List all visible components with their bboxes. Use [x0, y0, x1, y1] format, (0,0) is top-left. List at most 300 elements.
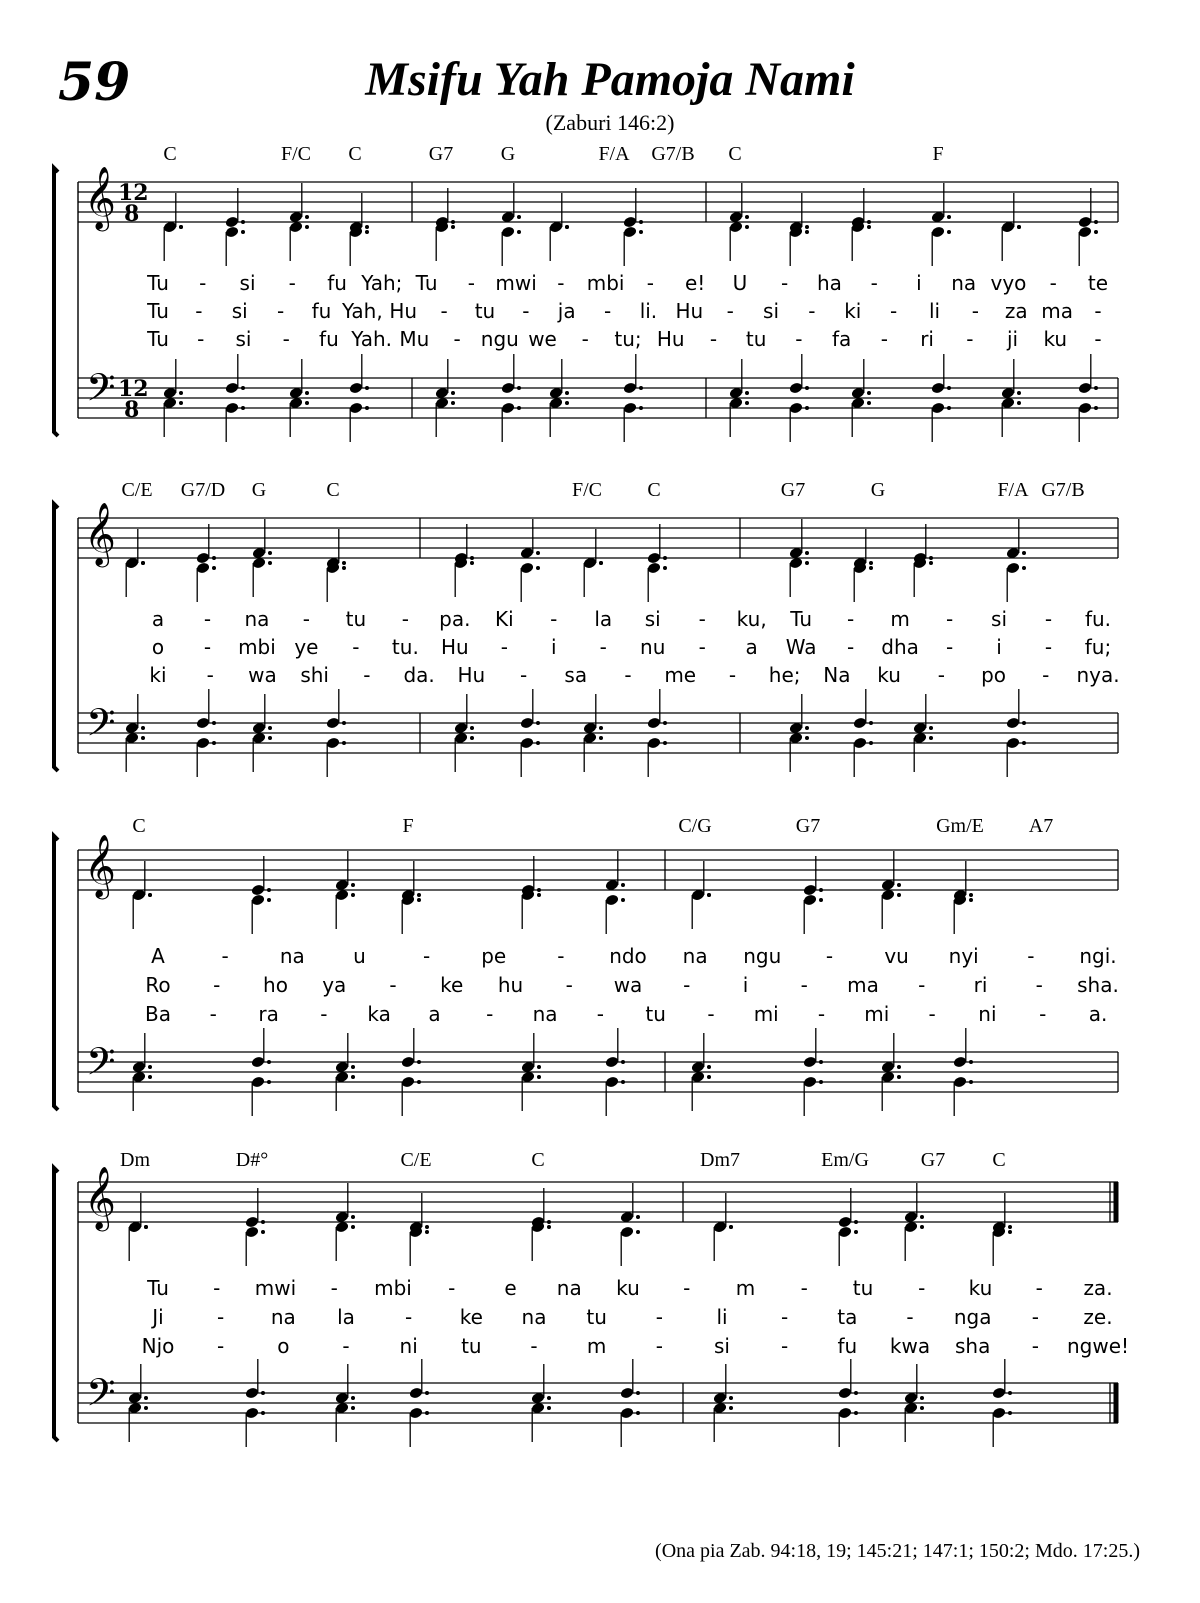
lyric-hyphen: -	[401, 607, 409, 631]
chord-symbol: Gm/E	[936, 815, 984, 837]
chord-symbol: C	[728, 143, 742, 165]
treble-lower-note	[1006, 562, 1026, 602]
treble-note	[904, 1183, 924, 1223]
bass-note	[326, 689, 346, 729]
dot	[636, 1411, 640, 1415]
dot	[536, 551, 540, 555]
lyric-syllable: ngu	[480, 327, 519, 351]
dot	[920, 1215, 924, 1219]
dot	[144, 1406, 148, 1410]
treble-lower-note	[713, 1221, 733, 1261]
lyric-syllable: tu	[645, 1002, 666, 1026]
lyric-syllable: ku	[968, 1276, 993, 1300]
treble-lower-note	[1078, 226, 1098, 266]
lyric-syllable: a	[428, 1002, 441, 1026]
bass-lower-note	[623, 402, 643, 442]
dot	[212, 566, 216, 570]
lyric-hyphen: -	[440, 299, 448, 323]
lyric-syllable: si	[991, 607, 1008, 631]
dot	[663, 556, 667, 560]
bass-note	[1001, 359, 1021, 399]
lyric-hyphen: -	[966, 327, 974, 351]
lyric-syllable: we	[528, 327, 557, 351]
lyric-syllable: te	[1087, 271, 1109, 295]
dot	[1008, 1391, 1012, 1395]
lyric-syllable: Tu	[147, 327, 169, 351]
dot	[929, 556, 933, 560]
dot	[179, 391, 183, 395]
hymn-title: Msifu Yah Pamoja Nami	[365, 53, 855, 106]
dot	[663, 721, 667, 725]
treble-lower-note	[132, 889, 152, 929]
treble-note	[335, 851, 355, 891]
lyric-syllable: ri	[920, 327, 934, 351]
lyric-syllable: wa	[248, 663, 277, 687]
treble-lower-note	[289, 221, 309, 261]
lyric-syllable: ha	[816, 271, 842, 295]
dot	[805, 561, 809, 565]
bass-note	[853, 689, 873, 729]
dot	[745, 391, 749, 395]
chord-symbol: G7	[428, 143, 454, 165]
chord-symbol: Em/G	[821, 1149, 869, 1171]
chord-symbol: C	[163, 143, 177, 165]
lyric-hyphen: -	[389, 973, 397, 997]
lyric-hyphen: -	[707, 1002, 715, 1026]
system-bracket	[54, 1168, 58, 1441]
treble-staff	[78, 182, 1118, 222]
lyric-syllable: kwa	[889, 1334, 931, 1358]
treble-note	[520, 519, 540, 559]
bass-lower-note	[881, 1071, 901, 1111]
lyric-syllable: Na	[823, 663, 851, 687]
dot	[920, 1406, 924, 1410]
lyric-syllable: tu	[461, 1334, 482, 1358]
dot	[867, 401, 871, 405]
bass-note	[881, 1033, 901, 1073]
treble-lower-note	[913, 557, 933, 597]
bass-lower-note	[335, 1071, 355, 1111]
dot	[929, 561, 933, 565]
dot	[1017, 225, 1021, 229]
treble-lower-note	[881, 889, 901, 929]
lyric-hyphen: -	[781, 271, 789, 295]
lyric-syllable: Tu	[415, 271, 438, 295]
dot	[969, 898, 973, 902]
lyric-hyphen: -	[320, 1002, 328, 1026]
dot	[141, 561, 145, 565]
lyric-syllable: fu;	[1084, 635, 1112, 659]
bass-lower-note	[196, 737, 216, 777]
lyric-syllable: Ki	[494, 607, 514, 631]
dot	[451, 225, 455, 229]
dot	[621, 883, 625, 887]
lyric-hyphen: -	[906, 1305, 914, 1329]
dot	[351, 883, 355, 887]
dot	[869, 741, 873, 745]
dot	[241, 406, 245, 410]
lyric-syllable: na	[244, 607, 270, 631]
dot	[1022, 566, 1026, 570]
lyric-hyphen: -	[880, 327, 888, 351]
dot	[1008, 1411, 1012, 1415]
bass-note	[409, 1359, 429, 1399]
treble-lower-note	[789, 226, 809, 266]
treble-note	[853, 529, 873, 569]
lyric-syllable: na	[682, 944, 708, 968]
lyric-hyphen: -	[448, 1276, 456, 1300]
footer-references: (Ona pia Zab. 94:18, 19; 145:21; 147:1; 150:2; Mdo. 17:25.)	[655, 1540, 1140, 1562]
lyric-syllable: ku	[1043, 327, 1068, 351]
treble-clef-icon: 𝄞	[84, 834, 116, 897]
system-bracket	[54, 504, 58, 771]
chord-symbol: Dm7	[700, 1149, 740, 1171]
dot	[636, 1391, 640, 1395]
chord-symbol: G7	[795, 815, 821, 837]
lyric-syllable: ngi.	[1079, 944, 1117, 968]
bass-lower-note	[549, 397, 569, 437]
lyric-syllable: Hu	[457, 663, 486, 687]
lyric-hyphen: -	[213, 973, 221, 997]
bass-note	[289, 359, 309, 399]
bass-lower-note	[838, 1407, 858, 1447]
dot	[599, 736, 603, 740]
dot	[636, 1215, 640, 1219]
lyric-hyphen: -	[971, 299, 980, 323]
lyric-hyphen: -	[209, 1002, 217, 1026]
lyric-syllable: u	[353, 944, 366, 968]
lyric-hyphen: -	[1044, 635, 1053, 659]
lyric-syllable: pe	[481, 944, 507, 968]
bass-note	[549, 359, 569, 399]
treble-note	[531, 1188, 551, 1228]
treble-note	[789, 519, 809, 559]
treble-note	[326, 529, 346, 569]
chord-symbol: C/E	[121, 479, 153, 501]
lyric-syllable: vu	[884, 944, 909, 968]
dot	[805, 551, 809, 555]
lyric-hyphen: -	[195, 299, 203, 323]
treble-staff	[78, 850, 1118, 890]
chord-symbol: C/G	[678, 815, 712, 837]
lyric-syllable: tu	[345, 607, 367, 631]
lyric-syllable: ngwe!	[1066, 1334, 1130, 1358]
lyric-syllable: ke	[459, 1305, 483, 1329]
bass-note	[691, 1033, 711, 1073]
bass-lower-note	[521, 1071, 541, 1111]
dot	[1094, 406, 1098, 410]
dot	[365, 386, 369, 390]
lyric-syllable: ta	[837, 1305, 858, 1329]
bass-lower-note	[605, 1076, 625, 1116]
lyric-syllable: Yah,	[341, 299, 383, 323]
treble-note	[349, 193, 369, 233]
chord-symbol: C/E	[400, 1149, 432, 1171]
treble-lower-note	[251, 894, 271, 934]
treble-note	[1006, 519, 1026, 559]
lyric-syllable: ze.	[1083, 1305, 1113, 1329]
lyric-syllable: ho	[263, 973, 288, 997]
treble-lower-note	[953, 894, 973, 934]
treble-lower-note	[549, 221, 569, 261]
treble-note	[729, 183, 749, 223]
bass-note	[803, 1028, 823, 1068]
dot	[920, 1396, 924, 1400]
lyric-hyphen: -	[825, 944, 834, 968]
lyric-syllable: Yah;	[361, 271, 403, 295]
lyric-hyphen: -	[1044, 607, 1053, 631]
dot	[351, 893, 355, 897]
treble-note	[620, 1183, 640, 1223]
lyric-syllable: m	[735, 1276, 756, 1300]
bass-note	[713, 1364, 733, 1404]
dot	[1008, 1230, 1012, 1234]
bass-lower-note	[904, 1402, 924, 1442]
lyric-syllable: e	[504, 1276, 517, 1300]
dot	[351, 1225, 355, 1229]
dot	[268, 736, 272, 740]
dot	[144, 1225, 148, 1229]
dot	[212, 721, 216, 725]
lyric-hyphen: -	[781, 1334, 789, 1358]
treble-note	[623, 188, 643, 228]
lyric-hyphen: -	[288, 271, 296, 295]
dot	[267, 1060, 271, 1064]
time-signature-top: 12	[118, 376, 149, 402]
lyric-syllable: Tu	[147, 299, 169, 323]
lyric-syllable: Hu	[656, 327, 685, 351]
lyric-hyphen: -	[817, 1002, 826, 1026]
lyric-hyphen: -	[1031, 1305, 1039, 1329]
lyric-hyphen: -	[565, 973, 573, 997]
lyric-hyphen: -	[405, 1305, 413, 1329]
dot	[517, 406, 521, 410]
dot	[241, 220, 245, 224]
dot	[342, 741, 346, 745]
lyric-syllable: o	[151, 635, 165, 659]
treble-lower-note	[647, 562, 667, 602]
lyric-hyphen: -	[282, 327, 290, 351]
dot	[451, 391, 455, 395]
bass-clef-icon: 𝄢	[86, 1039, 116, 1093]
bass-lower-note	[913, 732, 933, 772]
lyric-syllable: li.	[639, 299, 658, 323]
bass-note	[128, 1364, 148, 1404]
lyric-hyphen: -	[342, 1334, 350, 1358]
treble-note	[435, 188, 455, 228]
bass-lower-note	[335, 1402, 355, 1442]
bass-lower-note	[583, 732, 603, 772]
dot	[565, 225, 569, 229]
dot	[869, 566, 873, 570]
dot	[707, 893, 711, 897]
dot	[342, 566, 346, 570]
dot	[565, 401, 569, 405]
treble-note	[245, 1188, 265, 1228]
lyric-syllable: a	[745, 635, 758, 659]
treble-staff	[78, 518, 1118, 558]
lyric-hyphen: -	[800, 973, 808, 997]
bass-note	[435, 359, 455, 399]
lyric-syllable: i	[742, 973, 749, 997]
lyric-hyphen: -	[808, 299, 816, 323]
dot	[144, 1396, 148, 1400]
lyric-hyphen: -	[217, 1334, 225, 1358]
lyric-syllable: na	[556, 1276, 582, 1300]
treble-note	[501, 183, 521, 223]
dot	[1094, 220, 1098, 224]
dot	[636, 1230, 640, 1234]
lyric-syllable: si	[239, 271, 256, 295]
dot	[867, 220, 871, 224]
bass-note	[521, 1033, 541, 1073]
bass-lower-note	[225, 402, 245, 442]
lyric-syllable: fu.	[1084, 607, 1112, 631]
dot	[305, 225, 309, 229]
treble-note	[851, 188, 871, 228]
treble-lower-note	[803, 894, 823, 934]
chord-symbol: G7/D	[180, 479, 226, 501]
lyric-hyphen: -	[599, 635, 607, 659]
lyric-hyphen: -	[581, 327, 589, 351]
lyric-syllable: nya.	[1076, 663, 1120, 687]
lyric-syllable: Yah.	[351, 327, 393, 351]
chord-symbol: D#°	[235, 1149, 269, 1171]
dot	[729, 1406, 733, 1410]
dot	[805, 736, 809, 740]
lyric-hyphen: -	[1094, 299, 1102, 323]
dot	[639, 386, 643, 390]
lyric-hyphen: -	[500, 635, 508, 659]
treble-note	[454, 524, 474, 564]
lyric-syllable: shi	[300, 663, 329, 687]
dot	[417, 1060, 421, 1064]
lyric-syllable: ku,	[736, 607, 767, 631]
lyric-syllable: Ba	[145, 1002, 171, 1026]
bass-lower-note	[289, 397, 309, 437]
lyric-hyphen: -	[596, 1002, 604, 1026]
treble-note	[789, 193, 809, 233]
dot	[947, 386, 951, 390]
bass-note	[349, 354, 369, 394]
lyric-syllable: a.	[1088, 1002, 1108, 1026]
lyric-syllable: tu.	[391, 635, 419, 659]
dot	[707, 1075, 711, 1079]
bass-note	[583, 694, 603, 734]
lyric-syllable: ma	[847, 973, 879, 997]
lyric-syllable: nyi	[948, 944, 979, 968]
dot	[819, 1060, 823, 1064]
bass-note	[501, 354, 521, 394]
system-bracket	[54, 836, 58, 1110]
dot	[261, 1391, 265, 1395]
lyric-syllable: sha	[954, 1334, 991, 1358]
treble-lower-note	[623, 226, 643, 266]
dot	[212, 741, 216, 745]
lyric-syllable: wa	[613, 973, 643, 997]
bass-note	[729, 359, 749, 399]
dot	[547, 1225, 551, 1229]
lyric-syllable: Tu	[147, 271, 169, 295]
chord-symbol: C	[531, 1149, 545, 1171]
treble-note	[992, 1193, 1012, 1233]
dot	[351, 1406, 355, 1410]
lyric-syllable: i	[996, 635, 1002, 659]
dot	[854, 1230, 858, 1234]
chord-symbol: F/C	[571, 479, 603, 501]
lyric-syllable: Mu	[399, 327, 430, 351]
lyric-hyphen: -	[646, 271, 654, 295]
dot	[267, 888, 271, 892]
dot	[267, 1080, 271, 1084]
lyric-syllable: m	[890, 607, 910, 631]
chord-symbol: G	[500, 143, 516, 165]
lyric-syllable: tu	[586, 1305, 607, 1329]
dot	[969, 1080, 973, 1084]
lyric-syllable: ji	[1006, 327, 1019, 351]
treble-note	[409, 1193, 429, 1233]
time-signature-bottom: 8	[124, 201, 140, 227]
bass-lower-note	[803, 1076, 823, 1116]
lyric-hyphen: -	[781, 1305, 789, 1329]
treble-lower-note	[128, 1221, 148, 1261]
dot	[179, 225, 183, 229]
lyric-hyphen: -	[213, 1276, 221, 1300]
treble-lower-note	[605, 894, 625, 934]
lyric-syllable: A	[151, 944, 165, 968]
lyric-hyphen: -	[937, 663, 945, 687]
bass-lower-note	[953, 1076, 973, 1116]
dot	[425, 1391, 429, 1395]
treble-note	[931, 183, 951, 223]
lyric-syllable: li	[928, 299, 941, 323]
lyric-syllable: dha	[881, 635, 919, 659]
lyric-syllable: fu	[327, 271, 347, 295]
lyric-hyphen: -	[728, 663, 737, 687]
lyric-hyphen: -	[550, 607, 558, 631]
dot	[867, 391, 871, 395]
chord-symbol: C	[348, 143, 362, 165]
bass-lower-note	[620, 1407, 640, 1447]
lyric-hyphen: -	[698, 635, 706, 659]
lyric-hyphen: -	[1049, 271, 1057, 295]
bass-note	[225, 354, 245, 394]
dot	[537, 1065, 541, 1069]
dot	[470, 736, 474, 740]
treble-lower-note	[454, 557, 474, 597]
chord-symbol: C	[647, 479, 661, 501]
lyric-hyphen: -	[422, 944, 431, 968]
chord-symbol: A7	[1028, 815, 1054, 837]
bass-note	[992, 1359, 1012, 1399]
lyric-hyphen: -	[1031, 1334, 1039, 1358]
dot	[212, 556, 216, 560]
lyric-syllable: he;	[768, 663, 801, 687]
lyric-syllable: ka	[367, 1002, 391, 1026]
lyric-hyphen: -	[330, 1276, 338, 1300]
bass-lower-note	[252, 732, 272, 772]
bass-lower-note	[163, 397, 183, 437]
treble-lower-note	[531, 1221, 551, 1261]
lyric-syllable: ki	[149, 663, 167, 687]
lyric-syllable: po	[981, 663, 1007, 687]
treble-lower-note	[225, 226, 245, 266]
dot	[1094, 386, 1098, 390]
bass-clef-icon: 𝄢	[86, 365, 116, 419]
treble-lower-note	[335, 1221, 355, 1261]
lyric-syllable: m	[586, 1334, 607, 1358]
dot	[819, 888, 823, 892]
